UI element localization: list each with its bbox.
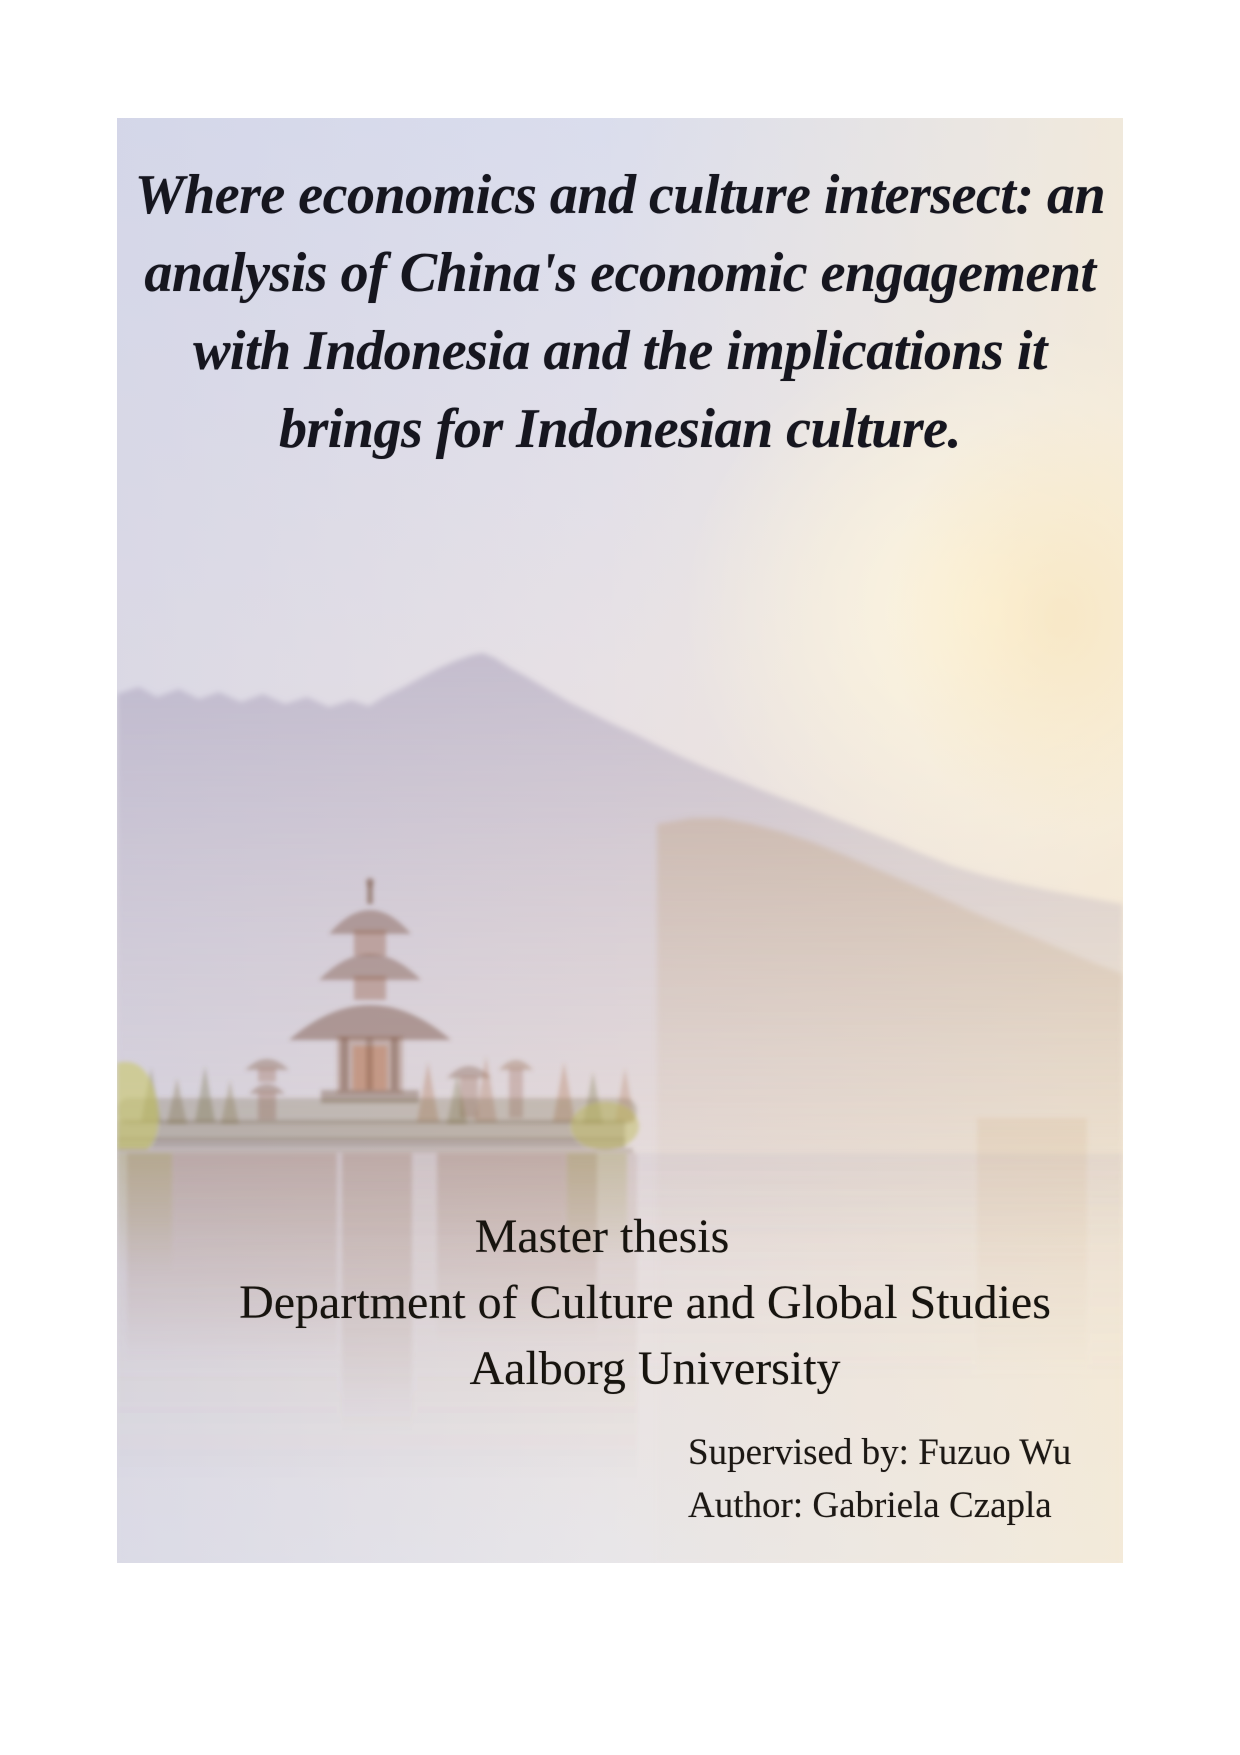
- thesis-type-label: Master thesis: [474, 1210, 730, 1263]
- thesis-title-line-4: brings for Indonesian culture.: [278, 398, 962, 460]
- institution-block: [117, 1204, 1123, 1402]
- credits-block: [688, 1426, 1071, 1532]
- supervisor-line: Supervised by: Fuzuo Wu: [688, 1432, 1072, 1473]
- thesis-title-line-1: Where economics and culture intersect: an: [134, 164, 1106, 226]
- thesis-title-line-2: analysis of China's economic engagement: [144, 242, 1096, 304]
- university-label: Aalborg University: [469, 1342, 841, 1395]
- island-wall: [117, 1120, 625, 1148]
- thesis-title: [117, 156, 1123, 468]
- author-line: Author: Gabriela Czapla: [688, 1485, 1052, 1526]
- thesis-title-line-3: with Indonesia and the implications it: [193, 320, 1047, 382]
- department-label: Department of Culture and Global Studies: [239, 1276, 1051, 1329]
- cover-photo-area: [117, 118, 1123, 1563]
